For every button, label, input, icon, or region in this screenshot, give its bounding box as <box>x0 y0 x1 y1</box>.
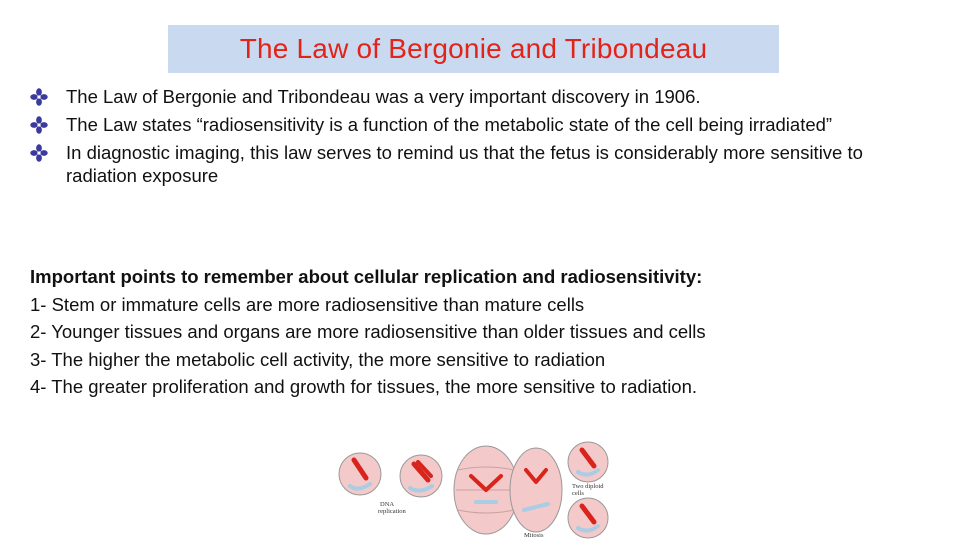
replicating-cell <box>400 455 442 497</box>
diamond-flower-bullet-icon <box>30 144 48 162</box>
parent-cell <box>339 453 381 495</box>
key-point: 2- Younger tissues and organs are more radiosensitive than older tissues and cells <box>30 321 706 342</box>
bullet-list <box>30 85 910 192</box>
diamond-flower-bullet-icon <box>30 88 48 106</box>
replication-label: replication <box>378 508 406 515</box>
daughter-cell-top <box>568 442 608 482</box>
key-points <box>30 263 930 401</box>
diamond-flower-bullet-icon <box>30 116 48 134</box>
key-point: 1- Stem or immature cells are more radiosensitive than mature cells <box>30 293 585 315</box>
bullet-item <box>30 141 910 187</box>
title-banner <box>168 25 779 73</box>
key-point: 4- The greater proliferation and growth for tissues, the more sensitive to radiation. <box>30 376 698 397</box>
bullet-text: In diagnostic imaging, this law serves to remind us that the fetus is considerably more sensitive to radiation exposure <box>66 142 863 186</box>
key-point: 3- The higher the metabolic cell activity, the more sensitive to radiation <box>30 348 606 370</box>
daughter-cell-bottom <box>568 498 608 538</box>
key-points-heading: Important points to remember about cellular replication and radiosensitivity: <box>30 266 703 287</box>
bullet-text: The Law of Bergonie and Tribondeau was a very important discovery in 1906. <box>66 86 701 107</box>
anaphase-cell <box>510 448 562 532</box>
bullet-item <box>30 113 910 136</box>
two-diploid-label: Two diploid <box>572 483 604 490</box>
page-title: The Law of Bergonie and Tribondeau <box>239 33 708 64</box>
bullet-text: The Law states “radiosensitivity is a function of the metabolic state of the cell being irradiated” <box>66 114 833 135</box>
mitosis-cell <box>454 446 518 534</box>
bullet-item <box>30 85 910 108</box>
mitosis-label: Mitosis <box>524 532 544 539</box>
cells-label: cells <box>572 490 584 497</box>
cell-division-diagram <box>336 440 612 540</box>
dna-label: DNA <box>380 501 395 508</box>
